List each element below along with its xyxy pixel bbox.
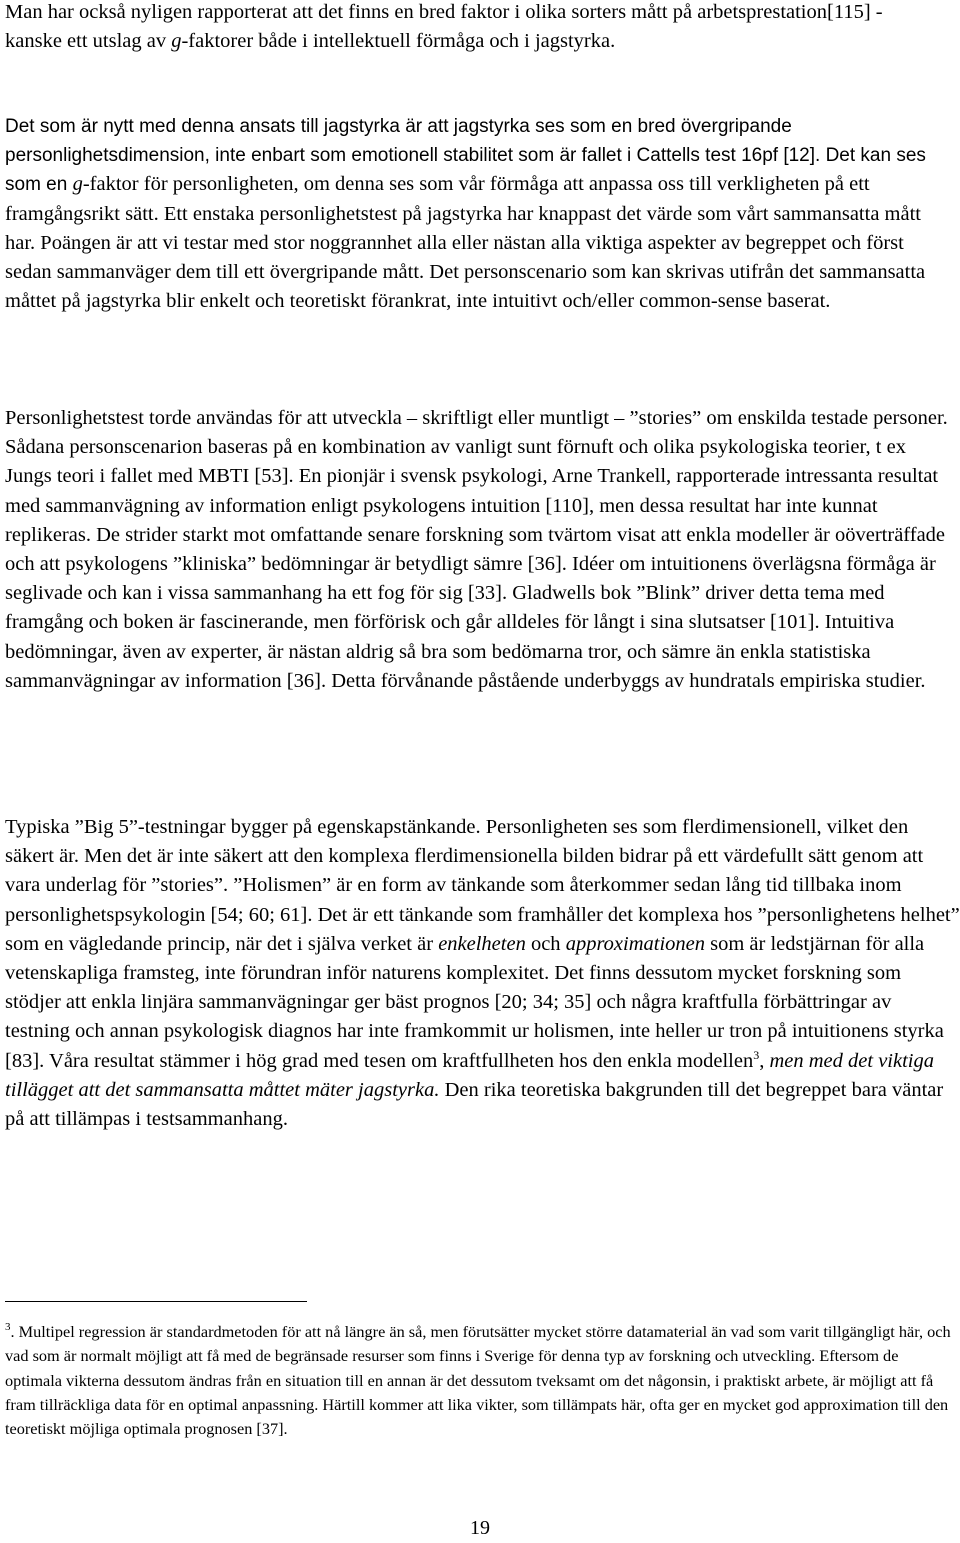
p2-seg-0: Det som är nytt med denna ansats till jagstyrka är att jagstyrka ses som en bred övergripande personlighetsdimension, inte enbart som emotionell stabilitet som är fallet i Cattells test 16pf [12]. Det kan ses som en [5,116,926,196]
footnote-ref-3[interactable]: 3 [753,1047,760,1062]
p2-seg-2: -faktor för personligheten, om denna ses som vår förmåga att anpassa oss till verkligheten på ett framgångsrikt sätt. Ett enstaka personlighetstest på jagstyrka har knappast det värde som vårt sammansatta mått har. Poängen är att vi testar med stor noggrannhet alla eller nästan alla viktiga aspekter av begreppet och först sedan sammanväger dem till ett övergripande mått. Det personscenario som kan skrivas utifrån det sammansatta måttet på jagstyrka blir enkelt och teoretiskt förankrat, inte intuitivt och/eller common-sense baserat. [5,173,926,313]
p1-seg-1: g [171,30,182,53]
p4-seg-0: Typiska ”Big 5”-testningar bygger på egenskapstänkande. Personligheten ses som flerdimensionell, vilket den säkert är. Men det är inte säkert att den komplexa flerdimensionella bilden bidrar på ett värdefullt sätt genom att vara underlag för ”stories”. ”Holismen” är en form av tänkande som återkommer sedan lång tid tillbaka inom personlighetspsykologin [54; 60; 61]. Det är ett tänkande som framhåller det komplexa hos ”personlighetens helhet” som en vägledande princip, när det i själva verket är [5,816,960,955]
footnote-text: . Multipel regression är standardmetoden för att nå längre än så, men förutsätter mycket större datamaterial än vad som varit tillgängligt här, och vad som är normalt möjligt att få med de begränsade resurser som finns i Sverige för denna typ av forskning och utveckling. Eftersom de optimala vikterna dessutom ändras från en situation till en annan är det dessutom tveksamt om det någonsin, i praktiskt arbete, är möjligt att få fram tillräckliga data för en optimal anpassning. Härtill kommer att lika vikter, som tillämpats här, ofta ger en mycket god approximation till den teoretiskt möjliga optimala prognosen [37]. [5,1322,951,1439]
p1-seg-0: Man har också nyligen rapporterat att det finns en bred faktor i olika sorters mått på arbetsprestation[115] - kanske ett utslag av [5,1,883,53]
paragraph-4 [5,813,960,1134]
page-number: 19 [470,1517,490,1539]
p4-seg-3: approximationen [565,932,705,955]
p4-seg-6: , [759,1049,770,1072]
p4-seg-4: som är ledstjärnan för alla vetenskapliga framsteg, inte förundran inför naturens komplexitet. Det finns dessutom mycket forskning som stödjer att enkla linjära sammanvägningar ger bäst prognos [20; 34; 35] och några kraftfulla förbättringar av testning och annan psykologisk diagnos har inte framkommit ur holismen, inte heller ur tron på intuitionens styrka [83]. Våra resultat stämmer i hög grad med tesen om kraftfullheten hos den enkla modellen [5,932,944,1072]
p4-seg-2: och [525,932,566,955]
p4-seg-8: Den rika teoretiska bakgrunden till det begreppet bara väntar på att tillämpas i testsammanhang. [5,1078,944,1131]
footnote-separator [5,1301,307,1302]
paragraph-3 [5,404,955,696]
footnote-marker: 3 [5,1321,11,1333]
p2-seg-1: g [72,173,83,196]
paragraph-2 [5,112,955,316]
p1-seg-2: -faktorer både i intellektuell förmåga och i jagstyrka. [181,30,616,53]
p4-seg-1: enkelheten [438,932,526,955]
paragraph-1 [5,0,940,56]
p4-seg-7: men med det viktiga tillägget att det sammansatta måttet mäter jagstyrka. [5,1049,934,1101]
p3-seg-0: Personlighetstest torde användas för att utveckla – skriftligt eller muntligt – ”stories” om enskilda testade personer. Sådana personscenarion baseras på en kombination av vanligt sunt förnuft och olika psykologiska teorier, t ex Jungs teori i fallet med MBTI [53]. En pionjär i svensk psykologi, Arne Trankell, rapporterade intressanta resultat med sammanvägning av information enligt psykologens intuition [110], men dessa resultat har inte kunnat replikeras. De strider starkt mot omfattande senare forskning som tvärtom visat att enkla modeller är oöverträffade och att psykologens ”kliniska” bedömningar är betydligt sämre [36]. Idéer om intuitionens överlägsna förmåga är seglivade och kan i vissa sammanhang ha ett fog för sig [33]. Gladwells bok ”Blink” driver detta tema med framgång och boken är fascinerande, men förförisk och går alldeles för långt i sina slutsatser [101]. Intuitiva bedömningar, även av experter, är nästan aldrig så bra som bedömarna tror, och sämre än enkla statistiska sammanvägningar av information [36]. Detta förvånande påstående underbyggs av hundratals empiriska studier. [5,407,948,692]
footnote-3 [5,1320,955,1441]
